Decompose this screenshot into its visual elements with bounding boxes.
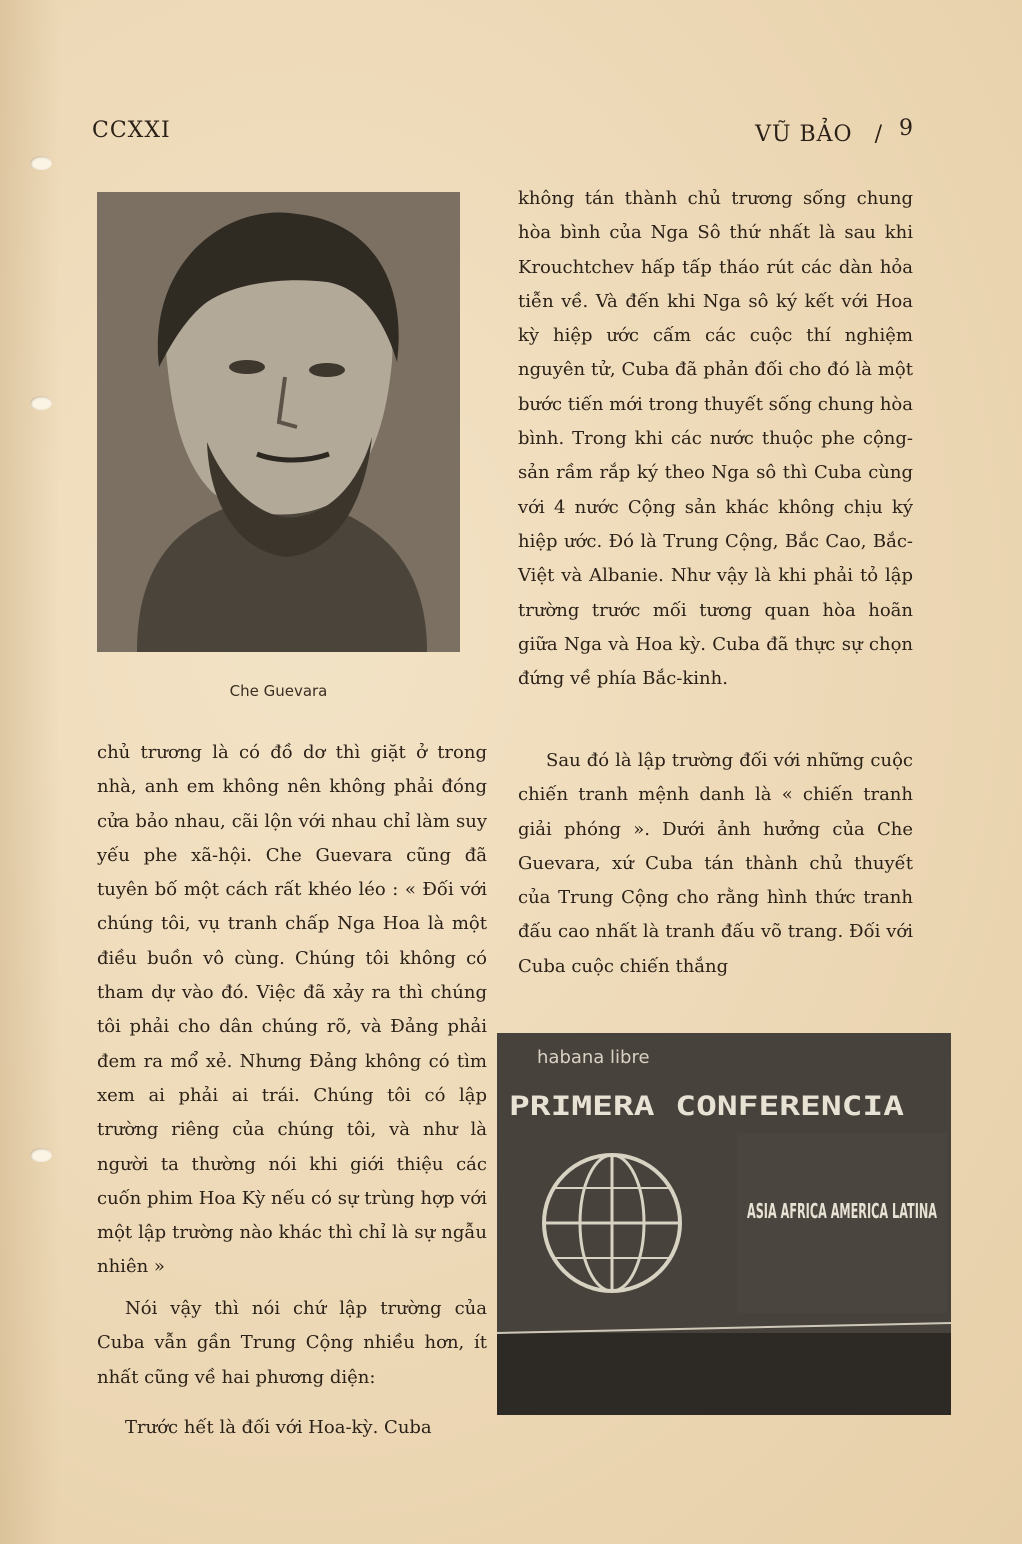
sign-text-small: habana libre [537,1047,650,1068]
paragraph: Trước hết là đối với Hoa-kỳ. Cuba [125,1416,432,1438]
punch-hole [30,396,52,410]
author-name: VŨ BẢO [755,122,853,147]
paragraph: chủ trương là có đồ dơ thì giặt ở trong nhà, anh em không nên không phải đóng cửa bảo nhau, cãi lộn với nhau chỉ làm suy yếu phe xã-hội. Che Guevara cũng đã tuyên bố một cách rất khéo léo : « Đối với chúng tôi, vụ tranh chấp Nga Hoa là một điều buồn vô cùng. Chúng tôi không có tham dự vào đó. Việc đã xảy ra thì chúng tôi phải cho dân chúng rõ, và Đảng phải đem ra mổ xẻ. Nhưng Đảng không có tìm xem ai phải ai trái. Chúng tôi có lập trường riêng của chúng tôi, và như là người ta thường nói khi giới thiệu các cuốn phim Hoa Kỳ nếu có sự trùng hợp với một lập trường nào khác thì chỉ là sự ngẫu nhiên » [97,742,487,1278]
right-column-bottom [518,744,913,984]
right-column-top [518,182,913,696]
conference-sign-photo-icon [497,1033,951,1415]
portrait-photo-icon [97,192,460,652]
sign-text-main: PRIMERA CONFERENCIA [509,1091,904,1122]
running-header [755,116,914,147]
left-column-top [97,736,487,1285]
paragraph: không tán thành chủ trương sống chung hòa bình của Nga Sô thứ nhất là sau khi Krouchtchev hấp tấp tháo rút các dàn hỏa tiễn về. Và đến khi Nga sô ký kết với Hoa kỳ hiệp ước cấm các cuộc thí nghiệm nguyên tử, Cuba đã phản đối cho đó là một bước tiến mới trong thuyết sống chung hòa bình. Trong khi các nước thuộc phe cộng-sản rầm rắp ký theo Nga sô thì Cuba cùng với 4 nước Cộng sản khác không chịu ký hiệp ước. Đó là Trung Cộng, Bắc Cao, Bắc-Việt và Albanie. Như vậy là khi phải tỏ lập trường trước mối tương quan hòa hoãn giữa Nga và Hoa kỳ. Cuba đã thực sự chọn đứng về phía Bắc-kinh. [518,188,913,690]
photo-caption: Che Guevara [229,682,328,700]
punch-hole [30,156,52,170]
section-number: CCXXI [92,118,171,143]
paragraph: Sau đó là lập trường đối với những cuộc chiến tranh mệnh danh là « chiến tranh giải phóng ». Dưới ảnh hưởng của Che Guevara, xứ Cuba tán thành chủ thuyết của Trung Cộng cho rằng hình thức tranh đấu cao nhất là tranh đấu võ trang. Đối với Cuba cuộc chiến thắng [518,750,913,977]
paragraph: Nói vậy thì nói chứ lập trường của Cuba vẫn gần Trung Cộng nhiều hơn, ít nhất cũng về hai phương diện: [97,1298,487,1388]
sign-text-vertical: ASIA AFRICA AMERICA LATINA [747,1199,938,1223]
left-column-bottom [97,1292,487,1445]
header-separator: / [874,122,883,147]
punch-hole [30,1148,52,1162]
page-edge-shadow [0,0,60,1544]
page-number: 9 [899,116,914,141]
